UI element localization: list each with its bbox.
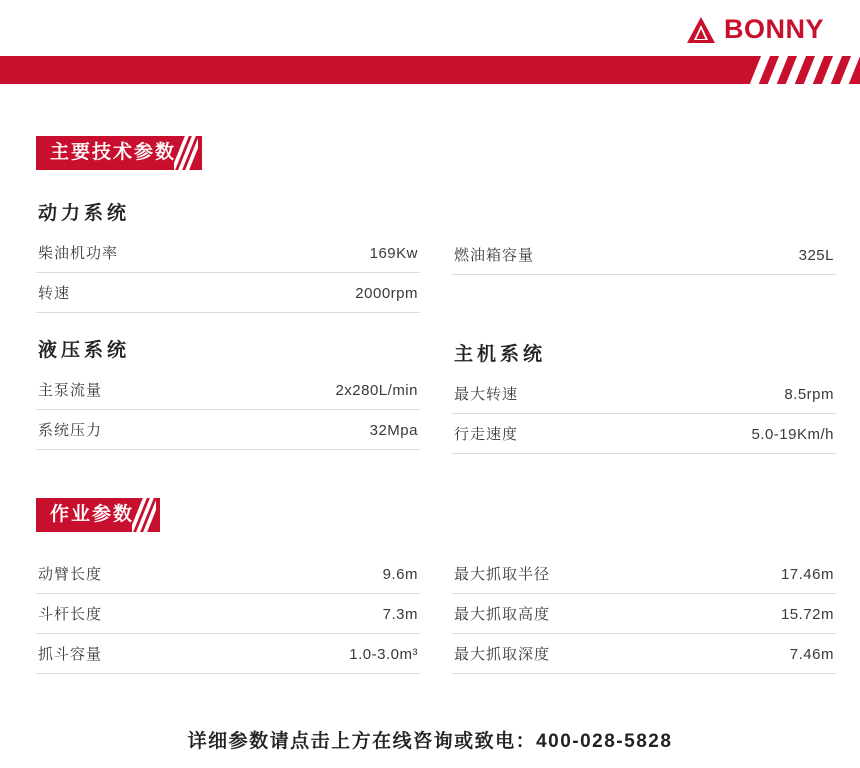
spec-value: 169Kw [369, 245, 418, 262]
spec-label: 动臂长度 [38, 566, 103, 583]
header-accent-bar [0, 56, 860, 84]
spec-label: 最大抓取半径 [454, 566, 551, 583]
brand-logo [686, 14, 824, 45]
section-1-right-column [452, 176, 836, 454]
brand-name: BONNY [723, 14, 824, 44]
section-1-left-column [36, 176, 420, 454]
spec-value: 1.0-3.0m³ [349, 646, 418, 663]
spec-value: 5.0-19Km/h [751, 426, 834, 443]
spec-label: 最大抓取高度 [454, 606, 551, 623]
spec-value: 7.3m [382, 606, 418, 623]
section-title-main-specs: 主要技术参数 [36, 136, 202, 170]
section-1-title-row [36, 136, 824, 170]
spec-label: 转速 [38, 285, 71, 302]
header-stripes [740, 56, 860, 84]
spec-label: 最大转速 [454, 386, 519, 403]
spec-label: 系统压力 [38, 422, 103, 439]
page-header [0, 0, 860, 92]
spec-label: 燃油箱容量 [454, 247, 535, 264]
table-row [452, 235, 836, 275]
title-stripes-icon [132, 498, 156, 532]
table-row [452, 554, 836, 594]
spec-label: 最大抓取深度 [454, 646, 551, 663]
spec-label: 抓斗容量 [38, 646, 103, 663]
spec-label: 斗杆长度 [38, 606, 103, 623]
table-row [36, 634, 420, 674]
spec-value: 32Mpa [369, 422, 418, 439]
spec-value: 7.46m [789, 646, 834, 663]
group-heading-mainframe: 主机系统 [454, 344, 547, 365]
spec-value: 8.5rpm [784, 386, 834, 403]
content-area [0, 136, 860, 753]
section-2-right-column [452, 554, 836, 674]
spec-label: 行走速度 [454, 426, 519, 443]
table-row [452, 594, 836, 634]
spec-value: 17.46m [780, 566, 834, 583]
table-row [36, 273, 420, 313]
table-row [452, 634, 836, 674]
spec-label: 柴油机功率 [38, 245, 119, 262]
group-heading-spacer [454, 198, 836, 227]
section-1-grid [36, 176, 834, 454]
spec-value: 9.6m [382, 566, 418, 583]
table-row [36, 410, 420, 450]
spec-value: 2x280L/min [335, 382, 418, 399]
spec-value: 2000rpm [355, 285, 418, 302]
footer-note: 详细参数请点击上方在线咨询或致电：400-028-5828 [187, 731, 673, 752]
group-heading-power: 动力系统 [38, 203, 131, 224]
spec-value: 325L [798, 247, 834, 264]
table-row [452, 414, 836, 454]
table-row [36, 370, 420, 410]
title-stripes-icon [174, 136, 198, 170]
header-top [0, 0, 860, 56]
table-row [36, 594, 420, 634]
section-2-title-row [36, 498, 824, 532]
spec-label: 主泵流量 [38, 382, 103, 399]
table-row [36, 554, 420, 594]
spec-value: 15.72m [780, 606, 834, 623]
section-2-grid [36, 554, 834, 674]
section-2-left-column [36, 554, 420, 674]
table-row [452, 374, 836, 414]
group-heading-hydraulic: 液压系统 [38, 340, 131, 361]
triangle-logo-icon [686, 16, 716, 44]
row-spacer [452, 275, 836, 317]
section-title-work-params: 作业参数 [36, 498, 160, 532]
table-row [36, 233, 420, 273]
